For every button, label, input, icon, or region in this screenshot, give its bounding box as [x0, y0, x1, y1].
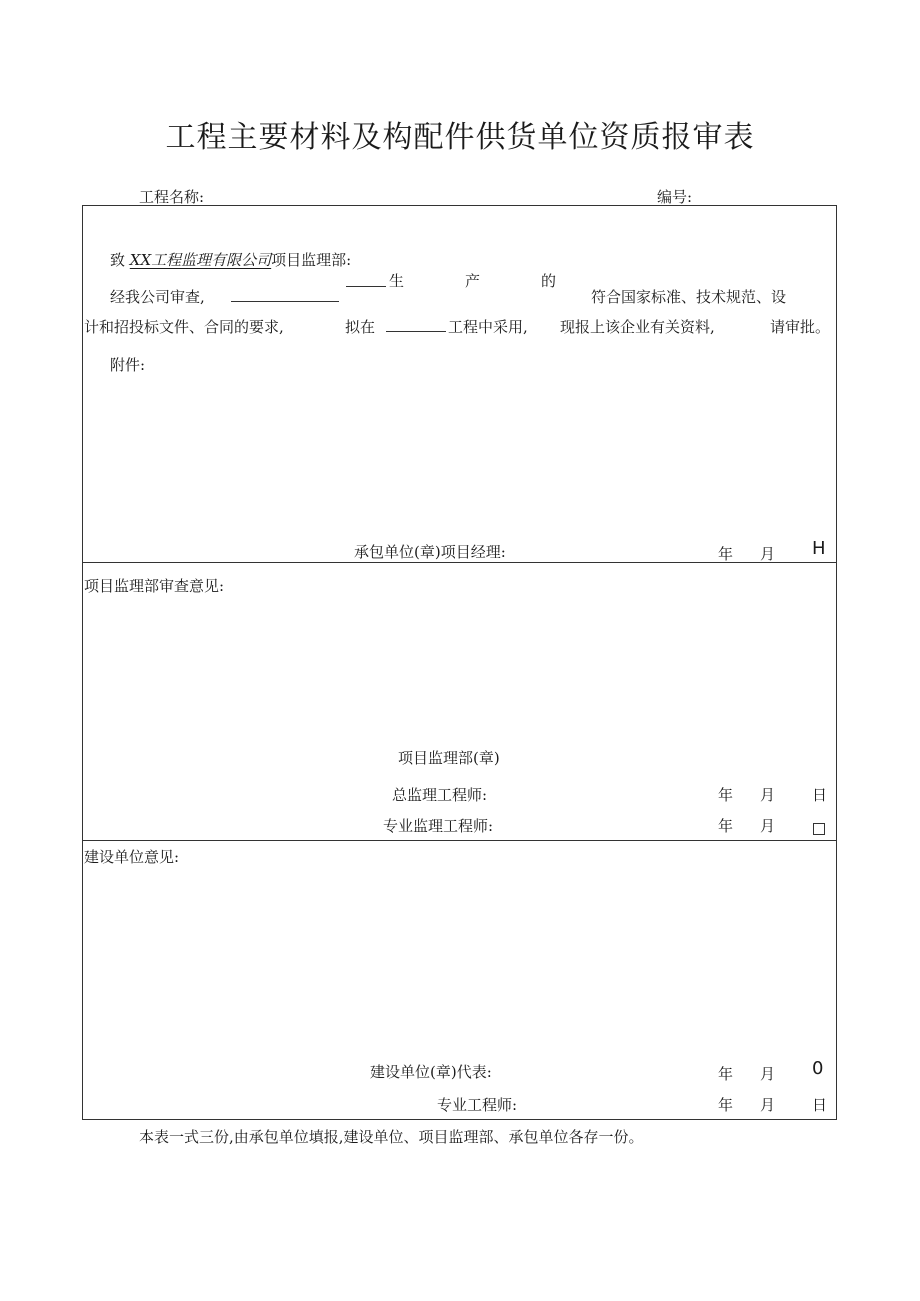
- submit-text: 现报上该企业有关资料,: [560, 318, 715, 336]
- s3-eng-month: 月: [760, 1096, 776, 1114]
- s3-rep-month: 月: [760, 1065, 776, 1083]
- page-title: 工程主要材料及构配件供货单位资质报审表: [165, 120, 755, 155]
- addressee-line: [110, 249, 351, 270]
- supervision-seal-label: 项目监理部(章): [398, 749, 500, 767]
- supervision-opinion-heading: 项目监理部审查意见:: [84, 577, 225, 595]
- produced-char-2: 产: [465, 272, 481, 290]
- owner-opinion-heading: 建设单位意见:: [84, 848, 180, 866]
- form-frame: [82, 205, 837, 1120]
- to-suffix: 项目监理部:: [271, 251, 352, 269]
- s2-specialist-day-box: [813, 820, 825, 839]
- number-label: 编号:: [657, 188, 693, 206]
- contract-text: 计和招投标文件、合同的要求,: [84, 318, 284, 336]
- s2-chief-year: 年: [718, 786, 734, 804]
- plan-text: 拟在: [345, 318, 376, 336]
- contractor-signer-label: 承包单位(章)项目经理:: [354, 543, 506, 561]
- project-blank[interactable]: [386, 317, 446, 332]
- s2-chief-month: 月: [760, 786, 776, 804]
- s2-chief-day: 日: [812, 786, 828, 804]
- owner-engineer-label: 专业工程师:: [437, 1096, 518, 1114]
- to-prefix: 致: [110, 251, 126, 269]
- s1-month: 月: [760, 545, 776, 563]
- owner-rep-label: 建设单位(章)代表:: [370, 1063, 492, 1081]
- s3-rep-day: 0: [812, 1058, 824, 1079]
- produced-char-1: 生: [389, 272, 405, 290]
- s3-rep-year: 年: [718, 1065, 734, 1083]
- s2-specialist-year: 年: [718, 817, 734, 835]
- chief-engineer-label: 总监理工程师:: [392, 786, 488, 804]
- review-prefix: 经我公司审查,: [110, 288, 205, 306]
- s2-specialist-month: 月: [760, 817, 776, 835]
- project-name-label: 工程名称:: [139, 188, 205, 206]
- to-company: XX工程监理有限公司: [129, 251, 272, 269]
- produced-char-3: 的: [541, 272, 557, 290]
- s1-day: H: [812, 538, 826, 559]
- s3-eng-year: 年: [718, 1096, 734, 1114]
- specialist-engineer-label: 专业监理工程师:: [383, 817, 494, 835]
- footer-note: 本表一式三份,由承包单位填报,建设单位、项目监理部、承包单位各存一份。: [139, 1128, 644, 1146]
- supplier-blank[interactable]: [231, 287, 339, 302]
- produce-blank[interactable]: [346, 272, 386, 287]
- s1-year: 年: [718, 545, 734, 563]
- s3-eng-day: 日: [812, 1096, 828, 1114]
- approve-text: 请审批。: [770, 318, 831, 336]
- divider-2: [82, 840, 837, 841]
- standards-text: 符合国家标准、技术规范、设: [591, 288, 787, 306]
- attachment-label: 附件:: [110, 356, 146, 374]
- adopt-text: 工程中采用,: [448, 318, 528, 336]
